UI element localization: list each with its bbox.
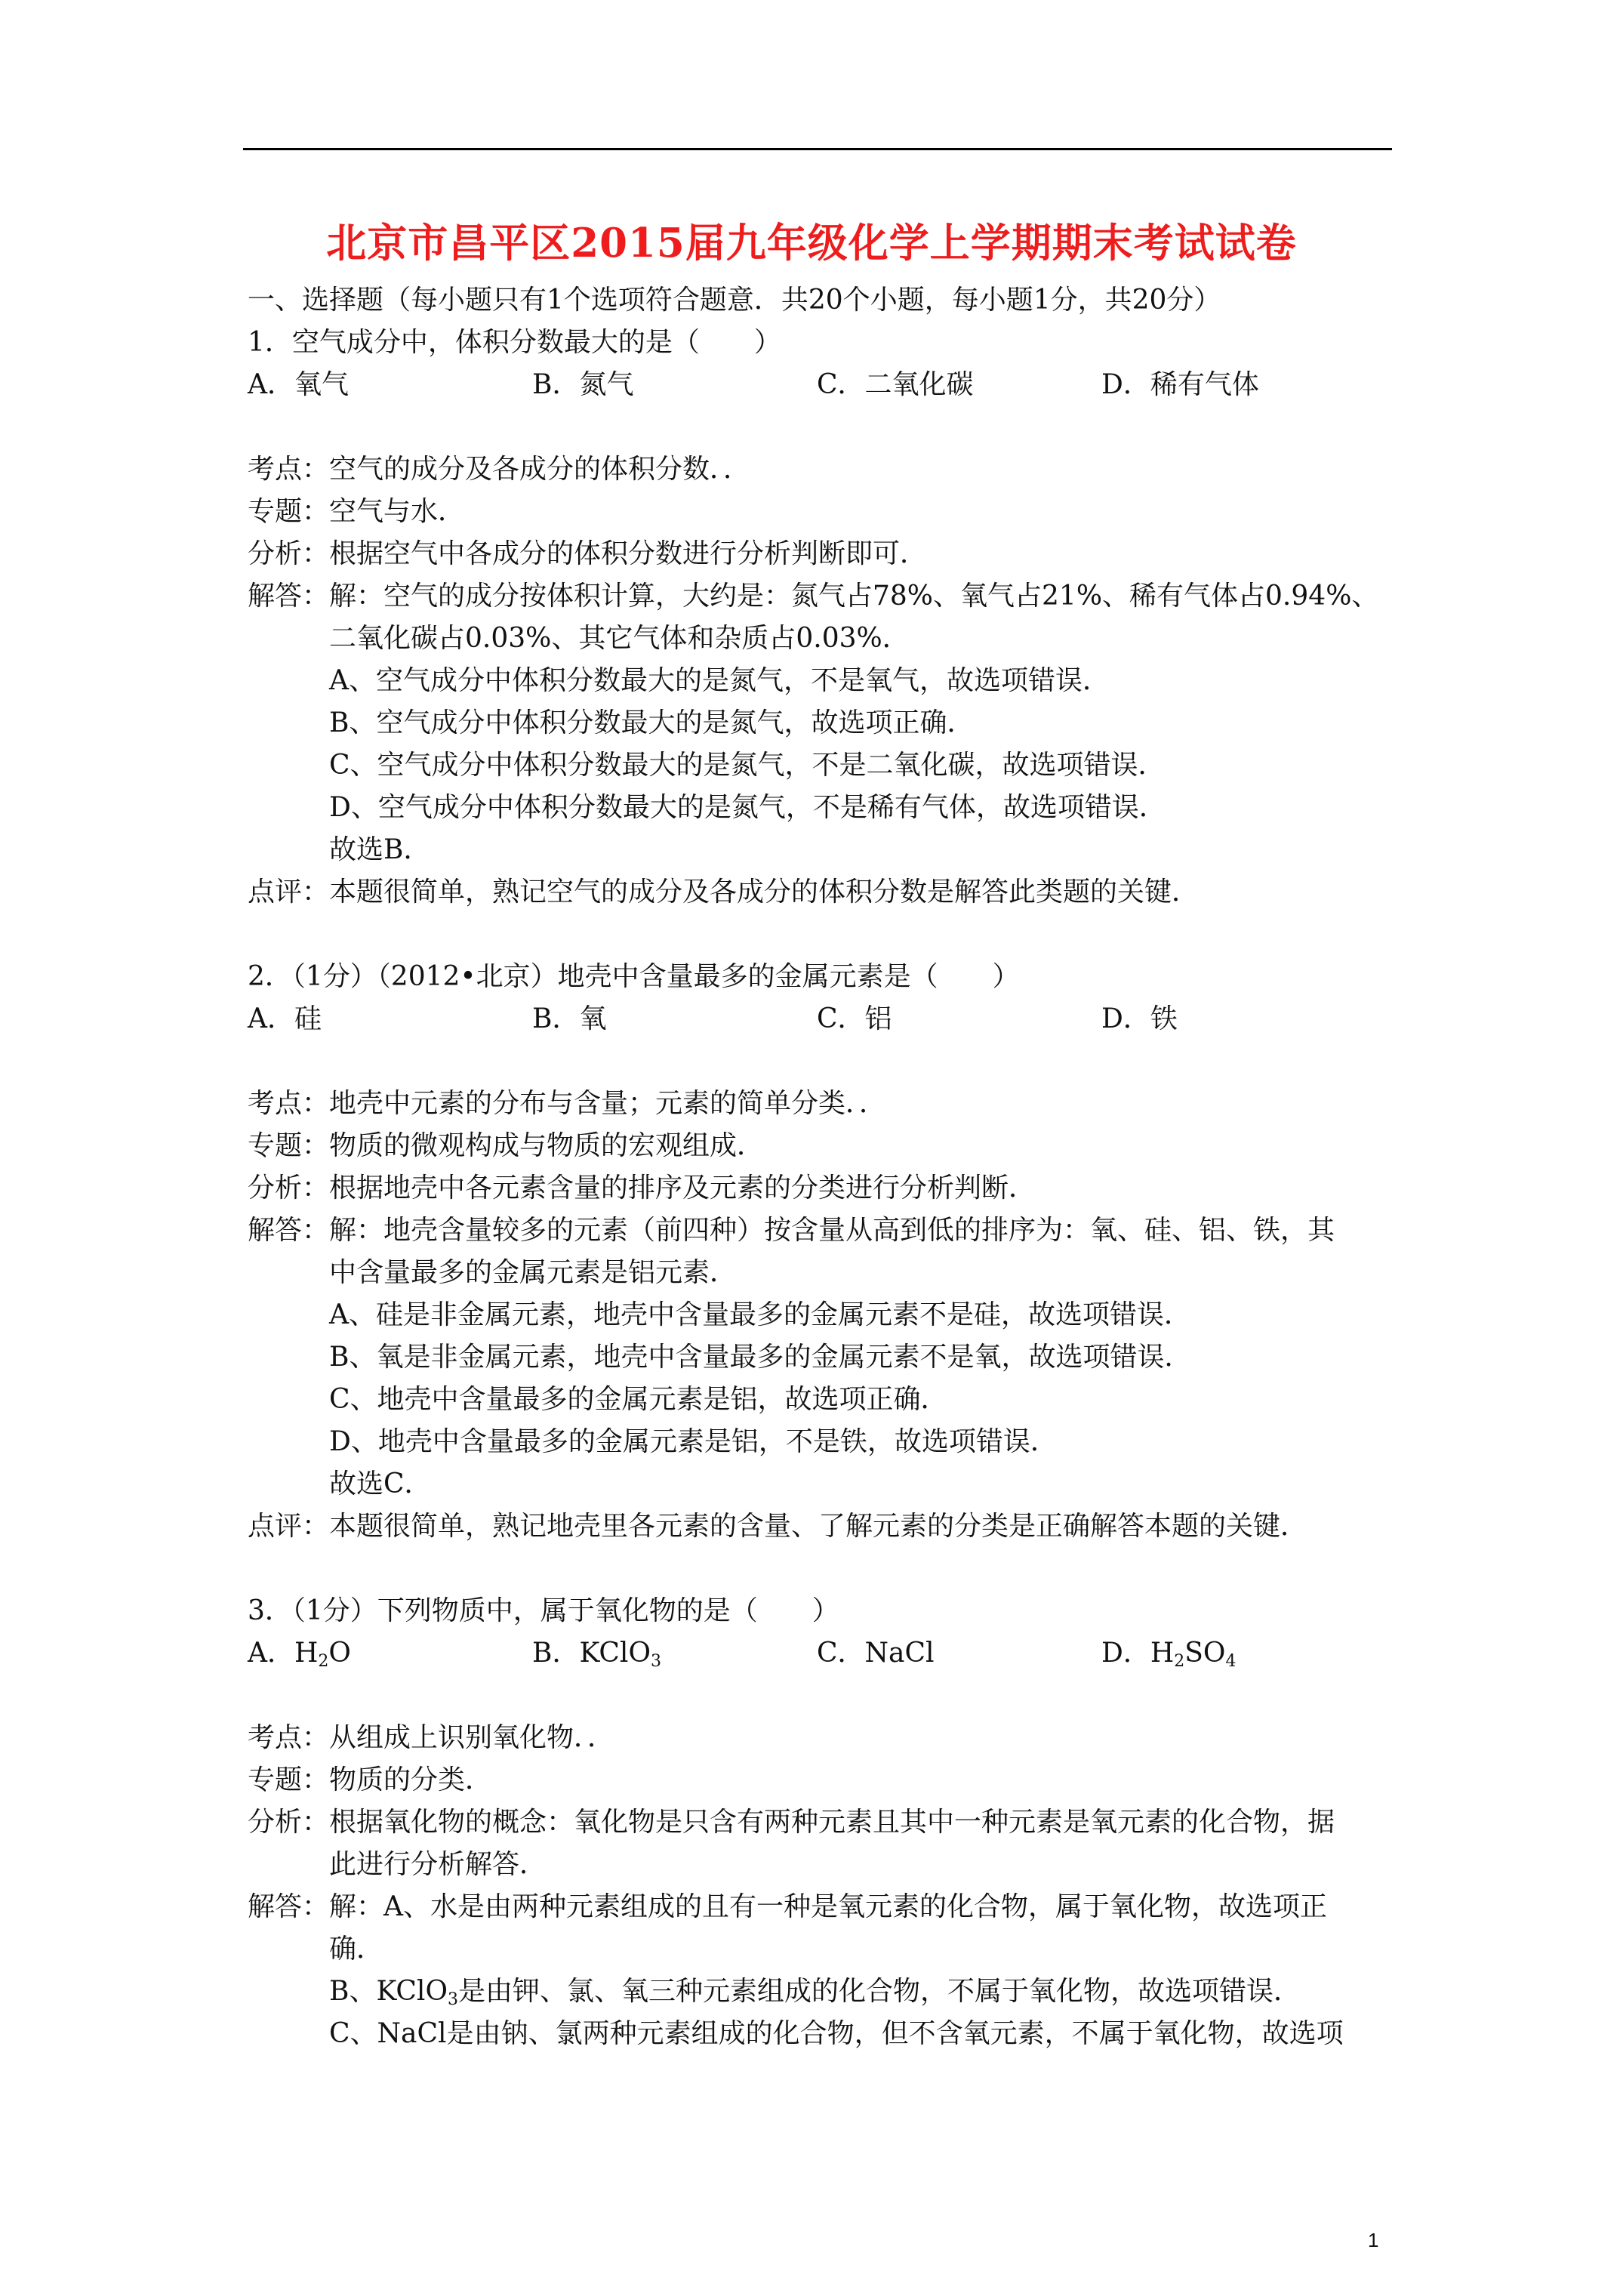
page-number: 1 xyxy=(1368,2229,1379,2251)
q2-option-b: B．氧 xyxy=(532,1003,607,1034)
label: 分析： xyxy=(248,1807,330,1838)
q3-kaodian xyxy=(248,1717,1395,1759)
text: 空气的成分及各成分的体积分数．． xyxy=(329,454,751,485)
q1-option-b: B．氮气 xyxy=(532,369,634,400)
q1-zhuanti xyxy=(248,491,1395,533)
q1-option-c: C．二氧化碳 xyxy=(817,369,974,400)
q2-stem: 2．（1分）（2012•北京）地壳中含量最多的金属元素是（ ） xyxy=(248,961,1020,992)
q1-options xyxy=(248,364,1395,406)
text: 解：地壳含量较多的元素（前四种）按含量从高到低的排序为：氧、硅、铝、铁，其 xyxy=(329,1215,1335,1246)
q1-jieda-line: D、空气成分中体积分数最大的是氮气，不是稀有气体，故选项错误． xyxy=(329,792,1166,823)
q3-zhuanti xyxy=(248,1759,1395,1801)
text: 根据地壳中各元素含量的排序及元素的分类进行分析判断． xyxy=(329,1173,1036,1203)
header-rule xyxy=(243,148,1392,150)
q3-jieda-line: 确． xyxy=(329,1934,384,1965)
q1-stem: 1．空气成分中，体积分数最大的是（ ） xyxy=(248,327,781,358)
label: 专题： xyxy=(248,1130,330,1161)
q1-jieda-line: 故选B． xyxy=(329,834,431,865)
label: 分析： xyxy=(248,538,330,569)
text: 解：空气的成分按体积计算，大约是：氮气占78%、氧气占21%、稀有气体占0.94%、 xyxy=(329,581,1379,612)
q2-dianping xyxy=(248,1505,1395,1548)
q2-fenxi xyxy=(248,1167,1395,1210)
label: 考点： xyxy=(248,1722,330,1753)
label: 解答： xyxy=(248,581,330,612)
label: 解答： xyxy=(248,1215,330,1246)
q1-fenxi xyxy=(248,533,1395,575)
q2-options xyxy=(248,998,1395,1040)
q2-jieda-line: C、地壳中含量最多的金属元素是铝，故选项正确． xyxy=(329,1384,948,1415)
q2-jieda-line: 故选C． xyxy=(329,1469,432,1499)
text: 空气与水． xyxy=(329,496,466,527)
text: 本题很简单，熟记空气的成分及各成分的体积分数是解答此类题的关键． xyxy=(329,877,1200,908)
q3-jieda xyxy=(248,1886,1395,1928)
label: 考点： xyxy=(248,1088,330,1119)
q1-jieda xyxy=(248,575,1395,618)
label: 点评： xyxy=(248,1511,330,1542)
q3-jieda-line: B、KClO$_3$是由钾、氯、氧三种元素组成的化合物，不属于氧化物，故选项错误． xyxy=(329,1976,1301,2009)
q2-kaodian xyxy=(248,1083,1395,1125)
q1-kaodian xyxy=(248,448,1395,491)
q3-fenxi-line: 此进行分析解答． xyxy=(329,1849,547,1880)
document-title: 北京市昌平区2015届九年级化学上学期期末考试试卷 xyxy=(326,220,1297,267)
q1-dianping xyxy=(248,871,1395,914)
q1-jieda-line: 二氧化碳占0.03%、其它气体和杂质占0.03%． xyxy=(329,623,910,654)
label: 分析： xyxy=(248,1173,330,1203)
q1-jieda-line: A、空气成分中体积分数最大的是氮气，不是氧气，故选项错误． xyxy=(329,665,1110,696)
q1-jieda-line: B、空气成分中体积分数最大的是氮气，故选项正确． xyxy=(329,707,975,738)
text: 根据空气中各成分的体积分数进行分析判断即可． xyxy=(329,538,928,569)
q3-option-a: A．$H_2O$ xyxy=(248,1638,351,1671)
text: 从组成上识别氧化物．． xyxy=(329,1722,615,1753)
q2-option-a: A．硅 xyxy=(248,1003,322,1034)
text: 本题很简单，熟记地壳里各元素的含量、了解元素的分类是正确解答本题的关键． xyxy=(329,1511,1308,1542)
q2-jieda xyxy=(248,1210,1395,1252)
q2-jieda-line: 中含量最多的金属元素是铝元素． xyxy=(329,1257,738,1288)
label: 解答： xyxy=(248,1891,330,1922)
q2-zhuanti xyxy=(248,1125,1395,1167)
q2-option-c: C．铝 xyxy=(817,1003,892,1034)
label: 专题： xyxy=(248,496,330,527)
text: 地壳中元素的分布与含量；元素的简单分类．． xyxy=(329,1088,887,1119)
label: 专题： xyxy=(248,1764,330,1795)
q1-jieda-line: C、空气成分中体积分数最大的是氮气，不是二氧化碳，故选项错误． xyxy=(329,750,1166,781)
q3-jieda-line: C、NaCl是由钠、氯两种元素组成的化合物，但不含氧元素，不属于氧化物，故选项 xyxy=(329,2018,1344,2049)
section-header: 一、选择题（每小题只有1个选项符合题意．共20个小题，每小题1分，共20分） xyxy=(248,285,1221,316)
q3-fenxi xyxy=(248,1801,1395,1844)
q3-option-c: C．NaCl xyxy=(817,1638,935,1669)
q2-option-d: D．铁 xyxy=(1101,1003,1178,1034)
label: 点评： xyxy=(248,877,330,908)
document-body xyxy=(248,279,1395,2055)
q3-stem: 3．（1分）下列物质中，属于氧化物的是（ ） xyxy=(248,1595,839,1626)
text: 物质的微观构成与物质的宏观组成． xyxy=(329,1130,765,1161)
q2-jieda-line: A、硅是非金属元素，地壳中含量最多的金属元素不是硅，故选项错误． xyxy=(329,1299,1191,1330)
text: 根据氧化物的概念：氧化物是只含有两种元素且其中一种元素是氧元素的化合物，据 xyxy=(329,1807,1335,1838)
q3-option-b: B．KClO$_3$ xyxy=(532,1638,661,1671)
text: 物质的分类． xyxy=(329,1764,493,1795)
text: 解：A、水是由两种元素组成的且有一种是氧元素的化合物，属于氧化物，故选项正 xyxy=(329,1891,1327,1922)
q2-jieda-line: D、地壳中含量最多的金属元素是铝，不是铁，故选项错误． xyxy=(329,1426,1058,1457)
q2-jieda-line: B、氧是非金属元素，地壳中含量最多的金属元素不是氧，故选项错误． xyxy=(329,1342,1192,1373)
q1-option-d: D．稀有气体 xyxy=(1101,369,1259,400)
q3-options xyxy=(248,1632,1395,1675)
q1-option-a: A．氧气 xyxy=(248,369,349,400)
label: 考点： xyxy=(248,454,330,485)
q3-option-d: D．$H_2SO_4$ xyxy=(1101,1638,1236,1671)
